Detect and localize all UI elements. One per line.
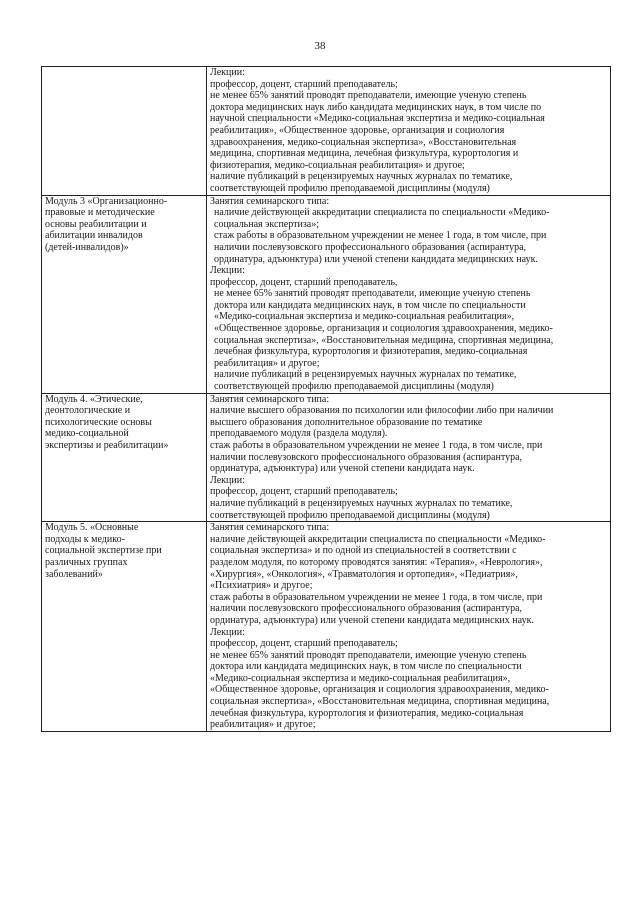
requirement-line: не менее 65% занятий проводят преподаватели, имеющие ученую степень <box>210 649 527 661</box>
requirement-line: социальная экспертиза», «Восстановительная медицина, спортивная медицина, <box>210 696 550 708</box>
requirement-line: здравоохранения, медико-социальная экспертиза», «Восстановительная <box>210 136 517 148</box>
requirement-line: «Общественное здоровье, организация и социология здравоохранения, медико- <box>210 684 549 696</box>
requirement-line: наличие действующей аккредитации специалиста по специальности «Медико- <box>214 207 550 219</box>
requirements-cell <box>207 522 611 732</box>
requirement-line: доктора или кандидата медицинских наук, в том числе по специальности <box>210 661 522 673</box>
requirement-line: «Общественное здоровье, организация и социология здравоохранения, медико- <box>214 323 553 335</box>
table-row <box>42 393 611 522</box>
module-title-cell <box>42 393 207 522</box>
requirement-line: научной специальности «Медико-социальная экспертиза и медико-социальная <box>210 113 545 125</box>
module-title-line: (детей-инвалидов)» <box>45 241 129 253</box>
module-title-line: социальной экспертизе при <box>45 545 162 557</box>
requirements-table <box>41 66 611 732</box>
table-body <box>42 67 611 732</box>
requirement-line: Лекции: <box>210 265 245 277</box>
requirement-line: ординатура, адъюнктура) или ученой степени кандидата наук. <box>210 463 475 475</box>
module-title-line: различных группах <box>45 556 128 568</box>
module-title-line: абилитации инвалидов <box>45 230 143 242</box>
requirement-line: Занятия семинарского типа: <box>210 522 330 534</box>
requirement-line: разделом модуля, по которому проводятся занятия: «Терапия», «Неврология», <box>210 556 543 568</box>
requirement-line: соответствующей профилю преподаваемой дисциплины (модуля) <box>210 509 490 521</box>
module-title-line: медико-социальной <box>45 428 129 440</box>
requirement-line: наличие публикаций в рецензируемых научных журналах по тематике, <box>210 171 513 183</box>
requirement-line: «Хирургия», «Онкология», «Травматология и ортопедия», «Педиатрия», <box>210 568 518 580</box>
requirement-line: реабилитация» и другое; <box>214 357 320 369</box>
requirement-line: соответствующей профилю преподаваемой дисциплины (модуля) <box>210 182 490 194</box>
requirement-line: профессор, доцент, старший преподаватель, <box>210 276 398 288</box>
requirements-cell <box>207 67 611 196</box>
requirement-line: «Медико-социальная экспертиза и медико-социальная реабилитация», <box>214 311 515 323</box>
requirement-line: наличие публикаций в рецензируемых научных журналах по тематике, <box>210 497 513 509</box>
requirement-line: Занятия семинарского типа: <box>210 195 330 207</box>
module-title-cell <box>42 522 207 732</box>
requirement-line: доктора медицинских наук либо кандидата медицинских наук, в том числе по <box>210 101 542 113</box>
requirement-line: реабилитация» и другое; <box>210 719 316 731</box>
requirement-line: не менее 65% занятий проводят преподаватели, имеющие ученую степень <box>214 288 531 300</box>
requirement-line: медицина, спортивная медицина, лечебная физкультура, курортология и <box>210 148 519 160</box>
module-title-line: деонтологические и <box>45 405 131 417</box>
requirement-line: наличии послевузовского профессионального образования (аспирантура, <box>210 451 523 463</box>
requirement-line: наличие действующей аккредитации специалиста по специальности «Медико- <box>210 533 546 545</box>
requirement-line: Занятия семинарского типа: <box>210 393 330 405</box>
requirement-line: лечебная физкультура, курортология и физиотерапия, медико-социальная <box>210 707 524 719</box>
table-row <box>42 522 611 732</box>
module-title-line: правовые и методические <box>45 207 155 219</box>
requirement-line: наличии послевузовского профессионального образования (аспирантура, <box>210 603 523 615</box>
requirement-line: наличие высшего образования по психологии или философии либо при наличии <box>210 405 554 417</box>
requirement-line: социальная экспертиза»; <box>214 218 319 230</box>
module-title-line: Модуль 3 «Организационно- <box>45 195 168 207</box>
module-title-cell <box>42 67 207 196</box>
requirement-line: преподаваемого модуля (раздела модуля). <box>210 428 388 440</box>
module-title-line: Модуль 4. «Этические, <box>45 393 143 405</box>
requirement-line: Лекции: <box>210 67 245 78</box>
requirement-line: реабилитация», «Общественное здоровье, организация и социология <box>210 124 505 136</box>
module-title-cell <box>42 195 207 393</box>
module-title-line: психологические основы <box>45 416 152 428</box>
table-row <box>42 67 611 196</box>
requirement-line: стаж работы в образовательном учреждении не менее 1 года, в том числе, при <box>210 440 543 451</box>
requirement-line: Лекции: <box>210 626 245 638</box>
module-title-line: Модуль 5. «Основные <box>45 522 139 534</box>
requirement-line: доктора или кандидата медицинских наук, в том числе по специальности <box>214 299 526 311</box>
requirements-cell <box>207 393 611 522</box>
module-title-line: основы реабилитации и <box>45 218 147 230</box>
module-title-line: экспертизы и реабилитации» <box>45 440 169 451</box>
requirement-line: социальная экспертиза», «Восстановительная медицина, спортивная медицина, <box>214 334 554 346</box>
requirement-line: профессор, доцент, старший преподаватель; <box>210 638 398 650</box>
table-row <box>42 195 611 393</box>
requirement-line: ординатура, адъюнктура) или ученой степени кандидата медицинских наук. <box>214 253 538 265</box>
requirement-line: профессор, доцент, старший преподаватель; <box>210 78 398 90</box>
requirement-line: социальная экспертиза» и по одной из специальностей в соответствии с <box>210 545 517 557</box>
requirement-line: наличие публикаций в рецензируемых научных журналах по тематике, <box>214 369 517 381</box>
requirement-line: не менее 65% занятий проводят преподаватели, имеющие ученую степень <box>210 90 527 102</box>
module-title-line: заболеваний» <box>45 568 103 580</box>
requirement-line: ординатура, адъюнктура) или ученой степени кандидата медицинских наук. <box>210 614 534 626</box>
requirements-cell <box>207 195 611 393</box>
requirement-line: наличии послевузовского профессионального образования (аспирантура, <box>214 241 527 253</box>
requirement-line: «Психиатрия» и другое; <box>210 580 313 592</box>
requirement-line: высшего образования дополнительное образование по тематике <box>210 416 483 428</box>
requirement-line: профессор, доцент, старший преподаватель; <box>210 486 398 498</box>
requirement-line: Лекции: <box>210 474 245 486</box>
requirement-line: соответствующей профилю преподаваемой дисциплины (модуля) <box>214 381 494 393</box>
requirement-line: физиотерапия, медико-социальная реабилитация» и другое; <box>210 159 465 171</box>
requirement-line: «Медико-социальная экспертиза и медико-социальная реабилитация», <box>210 672 511 684</box>
module-title-line: подходы к медико- <box>45 533 125 545</box>
requirement-line: лечебная физкультура, курортология и физиотерапия, медико-социальная <box>214 346 528 358</box>
requirement-line: стаж работы в образовательном учреждении не менее 1 года, в том числе, при <box>210 591 543 603</box>
page-number: 38 <box>314 40 326 52</box>
requirement-line: стаж работы в образовательном учреждении не менее 1 года, в том числе, при <box>214 230 547 242</box>
